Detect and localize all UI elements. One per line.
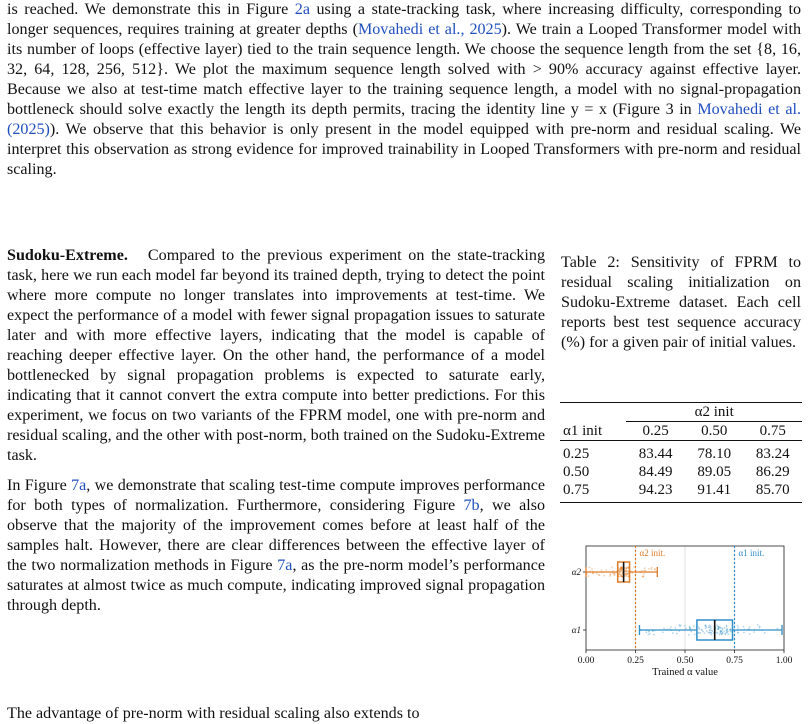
sample-dot [649,633,651,635]
sample-dot [621,575,623,577]
sample-dot [694,633,696,635]
column-header: 0.50 [701,423,728,439]
column-group-header: α2 init [626,403,802,422]
row-label: 0.50 [563,464,590,480]
table-row [560,481,802,503]
sample-dot [603,575,605,577]
citation-link[interactable]: Movahedi et al. (2025) [7,101,801,138]
sample-dot [678,624,680,626]
text-run: The advantage of pre-norm with residual scaling also extends to [7,705,420,722]
sudoku-paragraph-2 [7,476,545,616]
sample-dot [708,626,710,628]
figure-link[interactable]: 7b [463,497,480,514]
column-header: 0.25 [642,423,669,439]
sample-dot [670,626,672,628]
sample-dot [653,634,655,636]
sample-dot [724,627,726,629]
sample-dot [716,625,718,627]
sample-dot [710,634,712,636]
sample-dot [592,572,594,574]
sample-dot [587,575,589,577]
table-corner [560,403,626,422]
reference-line-label: α1 init. [738,548,765,558]
column-header: 0.75 [759,423,786,439]
sample-dot [650,568,652,570]
sudoku-paragraph-1 [7,246,545,466]
sample-dot [706,626,708,628]
alpha-boxplot [558,538,802,688]
sample-dot [609,575,611,577]
text-run: , we also observe that the majority of the improvement comes before at least half of the samples halt. However, there are clear differences between the effective layer of the two normalization methods in Figure [7,497,545,574]
sample-dot [726,630,728,632]
table-caption: Table 2: Sensitivity of FPRM to residual scaling initialization on Sudoku-Extreme dataset. Each cell reports best test sequence accuracy (%) for a given pair of initial values. [561,254,801,351]
sample-dot [651,567,653,569]
sample-dot [646,631,648,633]
sample-dot [753,631,755,633]
sample-dot [625,575,627,577]
sample-dot [621,568,623,570]
sample-dot [605,569,607,571]
sample-dot [710,626,712,628]
sample-dot [654,568,656,570]
sample-dot [693,625,695,627]
sample-dot [706,630,708,632]
table-cell: 78.10 [685,441,744,464]
x-axis-label: Trained α value [652,667,718,678]
sample-dot [685,627,687,629]
table-cell: 83.44 [626,441,685,464]
reference-line-label: α2 init. [639,548,666,558]
sample-dot [728,633,730,635]
sample-dot [688,634,690,636]
sample-dot [749,626,751,628]
sample-dot [642,576,644,578]
sample-dot [718,626,720,628]
text-run: , we demonstrate that scaling test-time compute improves performance for both types of normalization. Furthermore, considering Figure [7,477,545,514]
x-tick-label: 0.25 [627,656,644,666]
sample-dot [674,627,676,629]
citation-link[interactable]: Movahedi et al., 2025 [357,21,502,38]
sample-dot [719,634,721,636]
x-tick-label: 0.50 [676,656,694,666]
text-run: , as the pre-norm model’s performance saturates at almost twice as much compute, indicating improved signal propagation through depth. [7,557,545,614]
sample-dot [723,631,725,633]
table-cell: 91.41 [685,481,744,503]
figure-link[interactable]: 7a [71,477,87,494]
text-run: ). We train a Looped Transformer model with its number of loops (effective layer) tied to the train sequence length. We choose the sequence length from the set {8, 16, 32, 64, 128, 256, 512}. We plot the maximum sequence length solved with > 90% accuracy against effective layer. Because we also at test-time match effective layer to the training sequence length, a model with no signal-propagation bottleneck should solve exactly the length its depth permits, tracing the identity line y = x (Figure 3 in [7,21,801,118]
y-tick-label: α1 [571,625,581,635]
sample-dot [627,572,629,574]
sample-dot [648,568,650,570]
sample-dot [619,573,621,575]
sample-dot [759,626,761,628]
text-run: using a state-tracking task, where increasing difficulty, corresponding to longer sequences, requires training at greater depths ( [7,1,801,38]
sample-dot [722,629,724,631]
sample-dot [684,625,686,627]
table-cell: 84.49 [638,464,673,480]
table-cell: 85.70 [743,481,802,503]
sample-dot [625,570,627,572]
sensitivity-table [560,402,802,503]
sample-dot [711,630,713,632]
sudoku-section [7,246,545,626]
sample-dot [701,629,703,631]
sample-dot [648,631,650,633]
x-tick-label: 1.00 [775,656,793,666]
sample-dot [710,632,712,634]
sample-dot [601,569,603,571]
table-cell: 86.29 [755,464,790,480]
sample-dot [589,566,591,568]
sample-dot [726,632,728,634]
sample-dot [702,631,704,633]
sample-dot [689,627,691,629]
sample-dot [708,625,710,627]
sample-dot [737,632,739,634]
sample-dot [717,628,719,630]
sample-dot [672,632,674,634]
table-row [560,441,802,464]
sample-dot [591,568,593,570]
cut-off-line [7,704,545,722]
x-tick-label: 0.75 [726,656,743,666]
figure-link[interactable]: 7a [277,557,293,574]
sample-dot [698,632,700,634]
sample-dot [721,633,723,635]
text-run: Compared to the previous experiment on the state-tracking task, here we run each model far beyond its trained depth, trying to detect the point where more compute no longer translates into improvements at test-time. We expect the performance of a model with fewer signal propagation issues to saturate later and with more effective layers, indicating that the model is capable of reaching deeper effective layer. On the other hand, the performance of a model bottlenecked by signal propagation problems is expected to saturate early, indicating that it cannot convert the extra compute into better predictions. For this experiment, we focus on two variants of the FPRM model, one with pre-norm and residual scaling, and the other with post-norm, both trained on the Sudoku-Extreme task. [7,247,545,464]
sample-dot [611,566,613,568]
figure-link[interactable]: 2a [294,1,310,18]
sample-dot [725,633,727,635]
table-header-row [560,403,802,422]
sample-dot [596,573,598,575]
sample-dot [676,633,678,635]
sample-dot [633,566,635,568]
sample-dot [704,632,706,634]
sample-dot [698,627,700,629]
y-tick-label: α2 [571,567,581,577]
sample-dot [643,573,645,575]
table-cell-best: 94.23 [626,481,685,503]
sample-dot [690,631,692,633]
sample-dot [749,633,751,635]
table-cell: 89.05 [697,464,732,480]
sample-dot [743,632,745,634]
table-subheader-row [560,422,802,441]
table-cell: 83.24 [743,441,802,464]
sample-dot [730,630,732,632]
sample-dot [720,631,722,633]
sample-dot [737,627,739,629]
sample-dot [757,624,759,626]
row-label: 0.75 [560,481,626,503]
table-row [560,463,802,481]
sample-dot [614,573,616,575]
intro-paragraph [7,0,801,180]
sample-dot [644,567,646,569]
sample-dot [598,574,600,576]
sample-dot [743,626,745,628]
sample-dot [662,631,664,633]
sample-dot [709,629,711,631]
sample-dot [716,631,718,633]
sample-dot [643,570,645,572]
sample-dot [710,628,712,630]
sample-dot [764,632,766,634]
text-run: is reached. We demonstrate this in Figure [7,1,295,18]
sample-dot [621,567,623,569]
section-heading: Sudoku-Extreme. [7,247,128,264]
sample-dot [720,627,722,629]
row-header: α1 init [563,422,603,439]
sample-dot [737,625,739,627]
sample-dot [726,624,728,626]
x-tick-label: 0.00 [577,656,595,666]
boxplot-svg [558,538,802,688]
text-run: ). We observe that this behavior is only present in the model equipped with pre-norm and residual scaling. We interpret this observation as strong evidence for improved trainability in Looped Transformers with pre-norm and residual scaling. [7,121,801,178]
text-run: In Figure [7,477,72,494]
sample-dot [708,632,710,634]
row-label: 0.25 [560,441,626,464]
sample-dot [612,573,614,575]
sample-dot [626,567,628,569]
sample-dot [663,628,665,630]
